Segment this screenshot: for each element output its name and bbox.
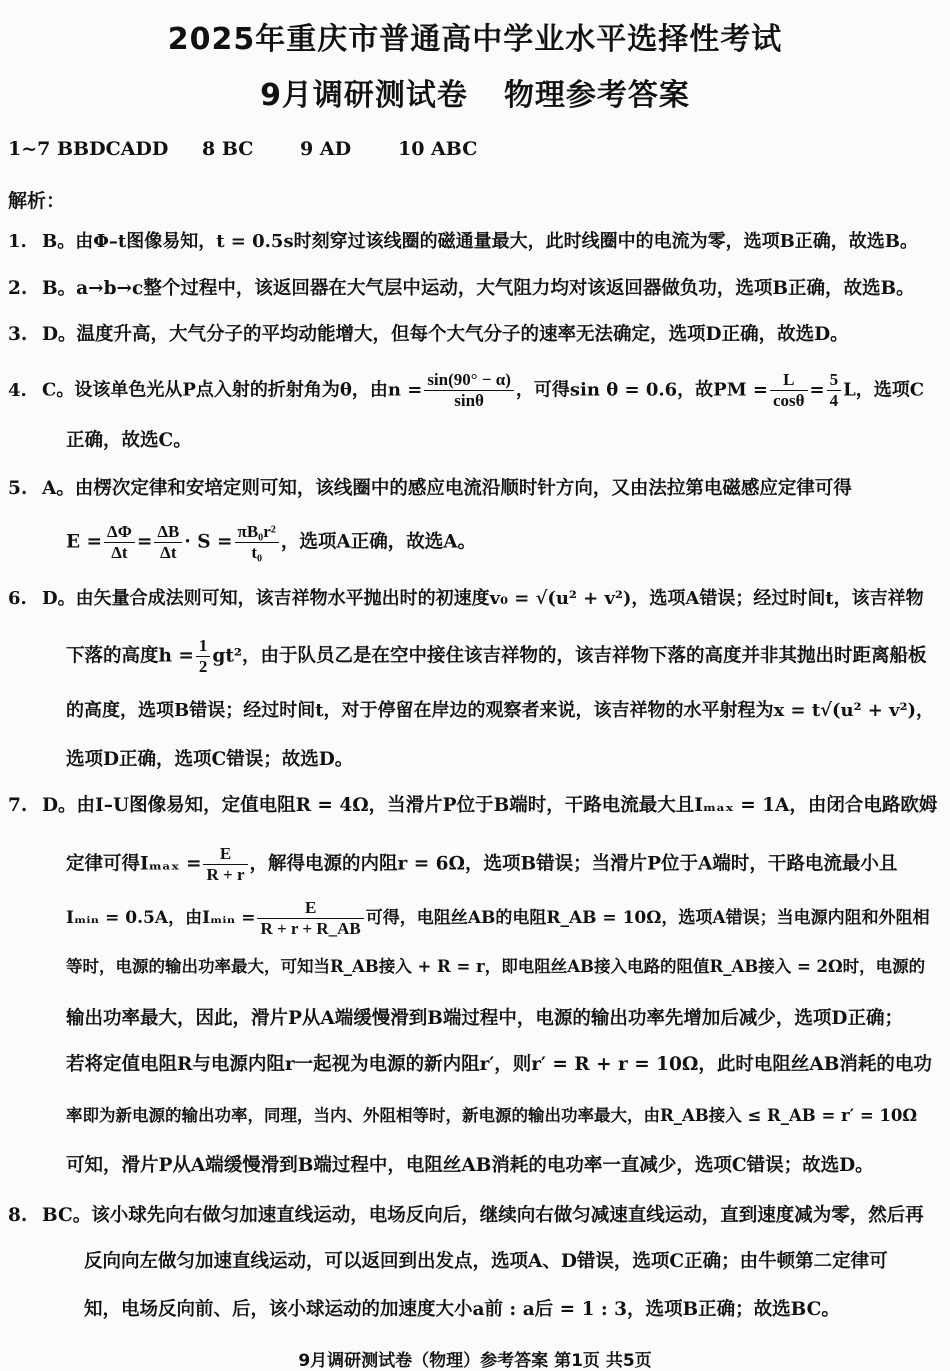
item-7-text-b: ，解得电源的内阻r = 6Ω，选项B错误；当滑片P位于A端时，干路电流最小且 — [249, 853, 898, 875]
title-line-2 — [0, 70, 950, 114]
fraction-denominator: t₀ — [251, 543, 263, 562]
fraction-numerator: 5 — [827, 370, 842, 391]
answer-1-7: 1~7 BBDCADD — [8, 138, 169, 160]
item-8-line-3: 知，电场反向前、后，该小球运动的加速度大小a前 : a后 = 1 : 3，选项B正确；故选BC。 — [84, 1299, 840, 1320]
item-5-text-b: = — [136, 531, 153, 553]
item-4-text-b: ，可得sin θ = 0.6，故PM = — [515, 379, 768, 401]
item-4-line-2: 正确，故选C。 — [66, 430, 192, 451]
title-exam-name: 9月调研测试卷 — [260, 78, 468, 113]
fraction-one-half — [196, 636, 211, 677]
item-6-line-1 — [8, 586, 924, 612]
item-7-line-4: 等时，电源的输出功率最大，可知当R_AB接入 + R = r，即电阻丝AB接入电路的阻值R_AB接入 = 2Ω时，电源的 — [66, 957, 926, 976]
item-7-line-8: 可知，滑片P从A端缓慢滑到B端过程中，电阻丝AB消耗的电功率一直减少，选项C错误；故选D。 — [66, 1155, 874, 1176]
item-7-line-3 — [66, 898, 930, 939]
fraction-numerator: ΔΦ — [104, 522, 135, 543]
item-7-line-2 — [66, 844, 897, 885]
fraction-db-dt — [154, 522, 182, 563]
fraction-denominator: R + r + R_AB — [260, 919, 361, 938]
fraction-imax — [203, 844, 247, 885]
fraction-denominator: cosθ — [772, 391, 805, 410]
item-8-text: BC。该小球先向右做匀加速直线运动，电场反向后，继续向右做匀减速直线运动，直到速度减为零，然后再 — [42, 1205, 924, 1226]
fraction-numerator: 1 — [196, 636, 211, 657]
fraction-denominator: 4 — [829, 391, 839, 410]
fraction-denominator: sinθ — [454, 391, 484, 410]
item-3-text: D。温度升高，大气分子的平均动能增大，但每个大气分子的速率无法确定，选项D正确，故选D。 — [42, 324, 849, 345]
item-5-text-d: ，选项A正确，故选A。 — [280, 531, 477, 553]
fraction-imin — [257, 898, 363, 939]
item-5-text-a: E = — [66, 531, 103, 553]
item-7-line-7: 率即为新电源的输出功率，同理，当内、外阻相等时，新电源的输出功率最大，由R_AB接入 ≤ R_AB = r′ = 10Ω — [66, 1106, 918, 1125]
item-4-text-a: C。设该单色光从P点入射的折射角为θ，由n = — [42, 379, 423, 401]
item-3-line-1 — [8, 322, 849, 348]
item-7-line-5: 输出功率最大，因此，滑片P从A端缓慢滑到B端过程中，电源的输出功率先增加后减少，选项D正确； — [66, 1008, 903, 1029]
fraction-dphi-dt — [104, 522, 135, 563]
fraction-denominator: R + r — [206, 865, 245, 884]
item-4-line-1 — [8, 370, 924, 411]
item-7-text-d: 可得，电阻丝AB的电阻R_AB = 10Ω，选项A错误；当电源内阻和外阻相 — [365, 908, 930, 928]
page-footer: 9月调研测试卷（物理）参考答案 第1页 共5页 — [298, 1351, 652, 1371]
answer-8: 8 BC — [202, 138, 254, 160]
item-3-number: 3. — [8, 324, 28, 345]
title-line-1: 2025年重庆市普通高中学业水平选择性考试 — [167, 22, 783, 57]
item-6-text-b: gt²，由于队员乙是在空中接住该吉祥物的，该吉祥物下落的高度并非其抛出时距离船板 — [212, 645, 927, 667]
answer-9: 9 AD — [300, 138, 352, 160]
item-1-number: 1. — [8, 231, 27, 252]
item-2-line-1 — [8, 276, 915, 302]
fraction-denominator: Δt — [160, 543, 177, 562]
item-4-text-d: L，选项C — [843, 379, 925, 401]
item-2-number: 2. — [8, 278, 28, 299]
fraction-refraction-index — [424, 370, 514, 411]
fraction-five-fourths — [827, 370, 842, 411]
item-7-text-c: Iₘᵢₙ = 0.5A，由Iₘᵢₙ = — [66, 908, 256, 928]
item-6-line-4: 选项D正确，选项C错误；故选D。 — [66, 749, 354, 770]
fraction-numerator: L — [770, 370, 808, 391]
item-8-line-2: 反向向左做匀加速直线运动，可以返回到出发点，选项A、D错误，选项C正确；由牛顿第二定律可 — [84, 1251, 888, 1272]
answer-10: 10 ABC — [398, 138, 478, 160]
item-7-line-1 — [8, 793, 937, 819]
fraction-denominator: Δt — [111, 543, 128, 562]
fraction-emf — [235, 522, 279, 563]
item-6-line-3: 的高度，选项B错误；经过时间t，对于停留在岸边的观察者来说，该吉祥物的水平射程为x = t√(u² + v²)， — [66, 700, 934, 721]
item-7-number: 7. — [8, 795, 28, 816]
fraction-numerator: E — [257, 898, 363, 919]
item-1-text: B。由Φ–t图像易知，t = 0.5s时刻穿过该线圈的磁通量最大，此时线圈中的电流为零，选项B正确，故选B。 — [42, 231, 919, 252]
item-5-text-c: · S = — [184, 531, 233, 553]
item-2-text: B。a→b→c整个过程中，该返回器在大气层中运动，大气阻力均对该返回器做负功，选项B正确，故选B。 — [42, 278, 915, 299]
fraction-numerator: ΔB — [154, 522, 182, 543]
item-6-line-2 — [66, 636, 927, 677]
item-5-number: 5. — [8, 478, 28, 499]
item-4-number: 4. — [8, 379, 27, 401]
item-5-line-2 — [66, 522, 476, 563]
item-5-line-1 — [8, 476, 852, 502]
item-5-text: A。由楞次定律和安培定则可知，该线圈中的感应电流沿顺时针方向，又由法拉第电磁感应定律可得 — [42, 478, 852, 499]
item-8-line-1 — [8, 1203, 924, 1229]
item-6-text-a: 下落的高度h = — [66, 645, 194, 667]
fraction-numerator: E — [203, 844, 247, 865]
answer-key — [0, 138, 950, 166]
fraction-numerator: sin(90° − α) — [424, 370, 514, 391]
item-7-line-6: 若将定值电阻R与电源内阻r一起视为电源的新内阻r′，则r′ = R + r = 10Ω，此时电阻丝AB消耗的电功 — [66, 1054, 932, 1075]
item-8-number: 8. — [8, 1205, 28, 1226]
item-1-line-1 — [8, 229, 918, 255]
item-7-text-a: 定律可得Iₘₐₓ = — [66, 853, 202, 875]
item-4-text-c: = — [809, 379, 825, 401]
item-6-number: 6. — [8, 588, 27, 609]
item-6-text: D。由矢量合成法则可知，该吉祥物水平抛出时的初速度v₀ = √(u² + v²)，选项A错误；经过时间t，该吉祥物 — [42, 588, 924, 609]
analysis-label: 解析： — [8, 190, 66, 212]
fraction-numerator: πB₀r² — [235, 522, 279, 543]
fraction-pm — [770, 370, 808, 411]
fraction-denominator: 2 — [198, 657, 208, 676]
item-7-text: D。由I–U图像易知，定值电阻R = 4Ω，当滑片P位于B端时，干路电流最大且Iₘₐₓ = 1A，由闭合电路欧姆 — [42, 795, 938, 816]
title-subject: 物理参考答案 — [503, 78, 690, 113]
